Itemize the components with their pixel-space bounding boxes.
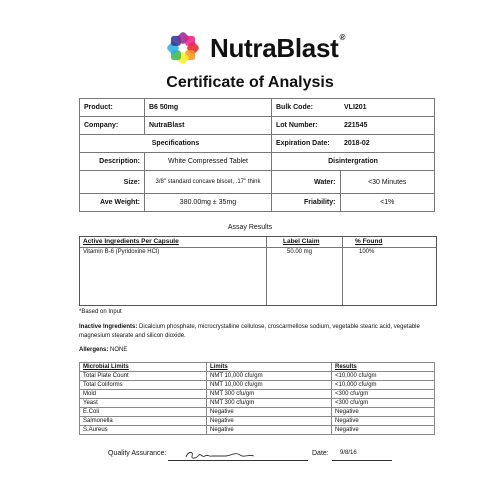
assay-results-table <box>79 236 437 306</box>
size-label: Size: <box>80 171 145 194</box>
table-row <box>80 135 435 153</box>
test-name: Mold <box>80 390 207 399</box>
microbial-limits-header: Microbial Limits <box>80 363 207 372</box>
ave-weight-value: 380.00mg ± 35mg <box>145 194 272 212</box>
product-value: B6 50mg <box>145 99 272 117</box>
test-result: Negative <box>332 417 435 426</box>
bulk-code-label: Bulk Code: <box>272 99 341 117</box>
specifications-heading: Specifications <box>80 135 272 153</box>
document-title: Certificate of Analysis <box>166 74 334 91</box>
lot-number-label: Lot Number: <box>272 117 341 135</box>
test-name: Total Coliforms <box>80 381 207 390</box>
test-limit: Negative <box>207 408 332 417</box>
logo-petal <box>185 36 195 46</box>
limits-header: Limits <box>207 363 332 372</box>
test-limit: NMT 10,000 cfu/gm <box>207 381 332 390</box>
based-on-input-note: *Based on Input <box>79 309 122 315</box>
test-result: <300 cfu/gm <box>332 399 435 408</box>
inactive-ingredients-label: Inactive Ingredients: <box>79 324 138 330</box>
test-name: Total Plate Count <box>80 372 207 381</box>
ave-weight-label: Ave Weight: <box>80 194 145 212</box>
signature-icon <box>182 448 282 462</box>
quality-assurance-label: Quality Assurance: <box>108 450 167 457</box>
description-value: White Compressed Tablet <box>145 153 272 171</box>
table-row <box>80 99 435 117</box>
test-result: Negative <box>332 426 435 435</box>
label-claim-value: 50.00 mg <box>287 249 313 255</box>
test-result: Negative <box>332 408 435 417</box>
table-row <box>80 417 435 426</box>
test-name: Salmonella <box>80 417 207 426</box>
percent-found-header: % Found <box>355 238 383 245</box>
ingredient-name: Vitamin B-6 (Pyridoxine HCl) <box>83 249 160 255</box>
date-value: 9/8/16 <box>340 450 357 456</box>
brand-logo <box>163 28 363 68</box>
table-row <box>80 171 435 194</box>
water-value: <30 Minutes <box>340 171 435 194</box>
percent-found-value: 100% <box>359 249 375 255</box>
table-row <box>80 194 435 212</box>
friability-value: <1% <box>340 194 435 212</box>
table-row <box>80 390 435 399</box>
company-label: Company: <box>80 117 145 135</box>
table-header-row <box>80 363 435 372</box>
expiration-label: Expiration Date: <box>272 135 341 153</box>
header-divider <box>80 247 436 248</box>
results-header: Results <box>332 363 435 372</box>
test-limit: NMT 300 cfu/gm <box>207 390 332 399</box>
test-limit: NMT 10,000 cfu/gm <box>207 372 332 381</box>
size-value: 3/8" standard concave biscet, .17" think <box>145 171 272 194</box>
disintegration-heading: Disintergration <box>272 153 435 171</box>
test-name: S.Aureus <box>80 426 207 435</box>
inactive-ingredients <box>79 323 435 341</box>
description-label: Description: <box>80 153 145 171</box>
table-row <box>80 153 435 171</box>
test-name: Yeast <box>80 399 207 408</box>
test-limit: NMT 300 cfu/gm <box>207 399 332 408</box>
friability-label: Friability: <box>272 194 341 212</box>
test-limit: Negative <box>207 417 332 426</box>
allergens-label: Allergens: <box>79 347 109 353</box>
expiration-value: 2018-02 <box>340 135 435 153</box>
table-row <box>80 399 435 408</box>
date-line <box>332 460 392 461</box>
lot-number-value: 221545 <box>340 117 435 135</box>
product-label: Product: <box>80 99 145 117</box>
assay-header-row <box>83 238 433 247</box>
assay-results-title: Assay Results <box>227 224 273 231</box>
water-label: Water: <box>272 171 341 194</box>
nutrablast-logo-icon <box>163 28 203 68</box>
specifications-table <box>79 98 435 212</box>
table-row <box>80 381 435 390</box>
bulk-code-value: VLI201 <box>340 99 435 117</box>
brand-name: NutraBlast® <box>210 33 346 63</box>
date-label: Date: <box>312 450 329 457</box>
microbial-limits-table <box>79 362 435 435</box>
test-name: E.Coli <box>80 408 207 417</box>
test-limit: Negative <box>207 426 332 435</box>
test-result: <10,000 cfu/gm <box>332 372 435 381</box>
allergens-value: NONE <box>108 347 128 353</box>
allergens <box>79 347 127 353</box>
active-ingredients-header: Active Ingredients Per Capsule <box>83 238 179 245</box>
inactive-ingredients-text: Dicalcium phosphate, microcrystalline cellulose, croscarmellose sodium, vegetable stearic acid, vegetable magnesium stearate and silicon dioxide. <box>79 324 420 339</box>
table-row <box>80 426 435 435</box>
test-result: <300 cfu/gm <box>332 390 435 399</box>
test-result: <10,000 cfu/gm <box>332 381 435 390</box>
table-row <box>80 408 435 417</box>
company-value: NutraBlast <box>145 117 272 135</box>
table-row <box>80 372 435 381</box>
label-claim-header: Label Claim <box>283 238 320 245</box>
table-row <box>80 117 435 135</box>
